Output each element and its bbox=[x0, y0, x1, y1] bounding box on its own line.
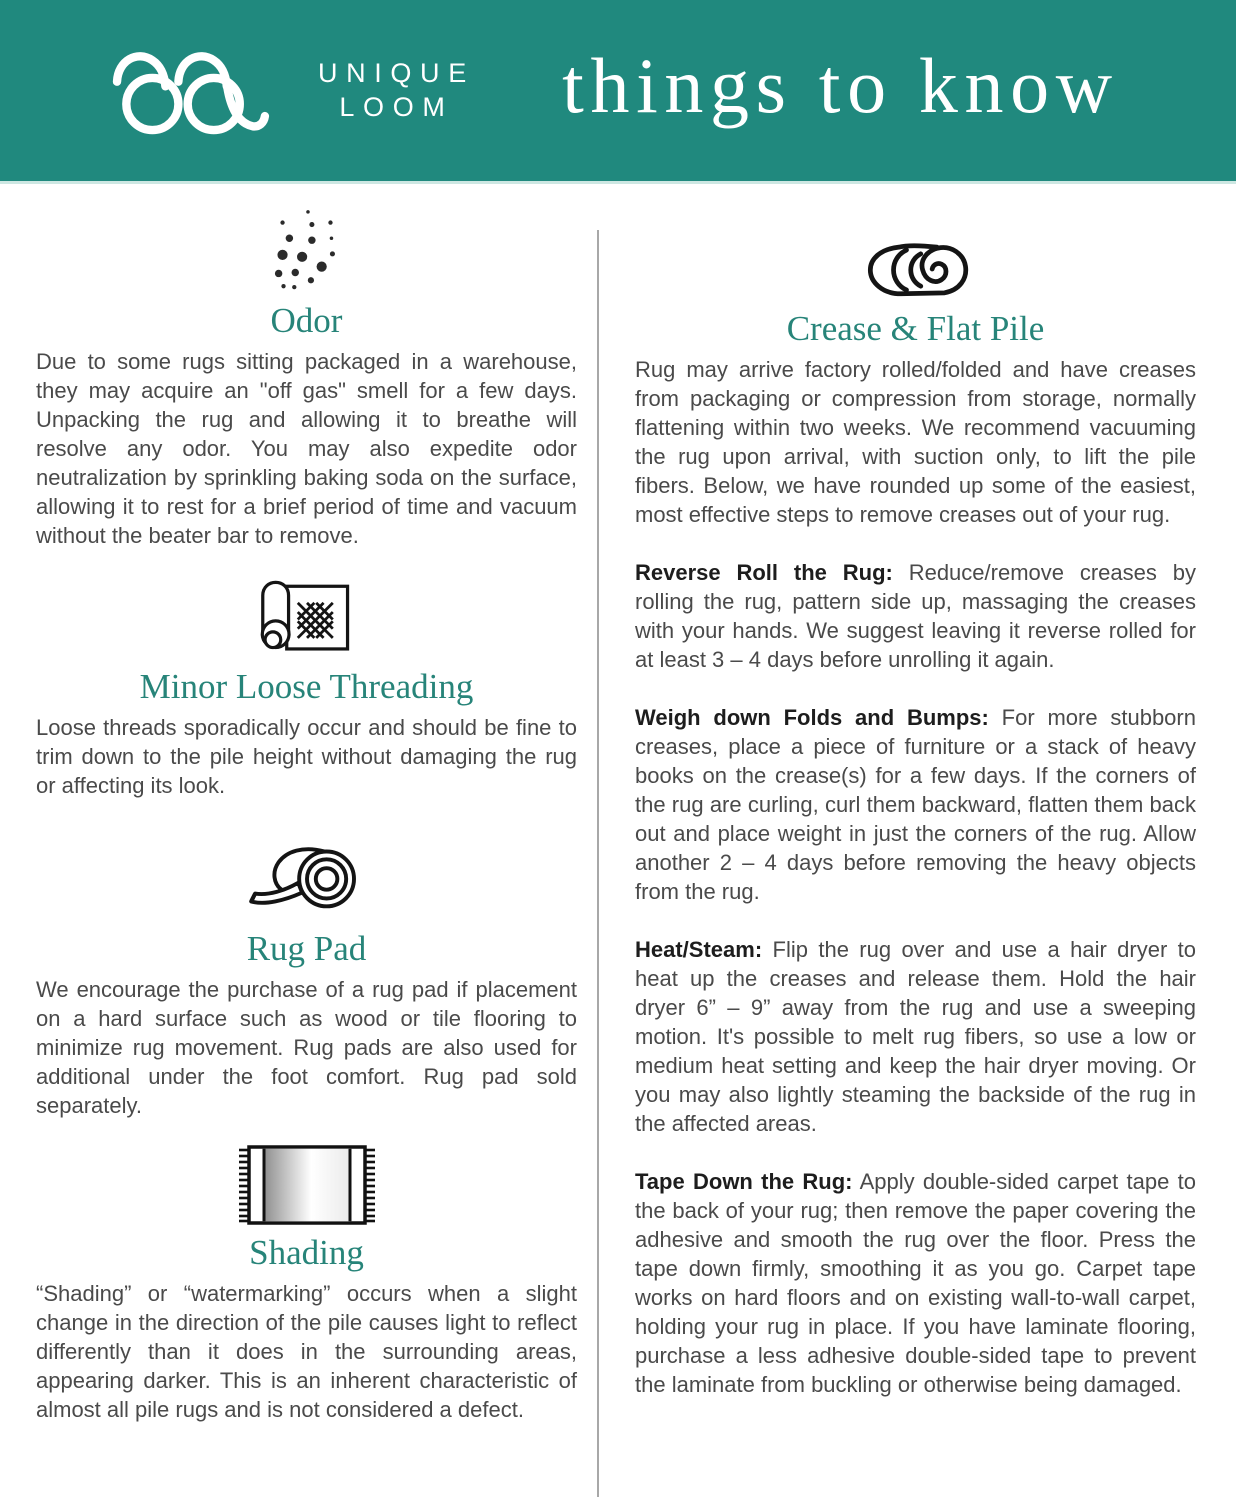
tip-label-weigh-down: Weigh down Folds and Bumps: bbox=[635, 705, 989, 730]
left-column bbox=[36, 184, 577, 1477]
brand-name bbox=[318, 57, 475, 125]
tip-heat-steam bbox=[635, 935, 1196, 1138]
section-minor-loose-threading bbox=[36, 566, 577, 800]
tip-label-heat-steam: Heat/Steam: bbox=[635, 937, 763, 962]
shading-rug-icon bbox=[36, 1144, 577, 1226]
column-divider bbox=[597, 230, 599, 1497]
tip-reverse-roll bbox=[635, 558, 1196, 674]
section-intro-crease-flat-pile: Rug may arrive factory rolled/folded and have creases from packaging or compression from storage, normally flattening within two weeks. We recommend vacuuming the rug upon arrival, with suction only, to lift the pile fibers. Below, we have rounded up some of the easiest, most effective steps to remove creases out of your rug. bbox=[635, 357, 1196, 527]
section-body-odor: Due to some rugs sitting packaged in a warehouse, they may acquire an "off gas" smell for a few days. Unpacking the rug and allowing it to breathe will resolve any odor. You may also expedite odor neutralization by sprinkling baking soda on the surface, allowing it to rest for a brief period of time and vacuum without the beater bar to remove. bbox=[36, 349, 577, 548]
section-odor bbox=[36, 204, 577, 550]
section-crease-flat-pile bbox=[635, 238, 1196, 1399]
section-body-rug-pad: We encourage the purchase of a rug pad if placement on a hard surface such as wood or tile flooring to minimize rug movement. Rug pads are also used for additional under the foot comfort. Rug pad sold separately. bbox=[36, 977, 577, 1118]
crease-rolled-rug-icon bbox=[635, 238, 1196, 302]
section-title-odor: Odor bbox=[270, 301, 343, 340]
header-banner bbox=[0, 0, 1236, 184]
tip-label-tape-down: Tape Down the Rug: bbox=[635, 1169, 853, 1194]
content bbox=[0, 184, 1236, 1497]
section-title-minor-loose-threading: Minor Loose Threading bbox=[139, 667, 474, 706]
tip-text-reverse-roll: Reduce/remove creases by rolling the rug, pattern side up, massaging the creases with your hands. We suggest leaving it reverse rolled for at least 3 – 4 days before unrolling it again. bbox=[635, 560, 1196, 672]
tip-label-reverse-roll: Reverse Roll the Rug: bbox=[635, 560, 893, 585]
tip-text-weigh-down: For more stubborn creases, place a piece of furniture or a stack of heavy books on the crease(s) for a few days. If the corners of the rug are curling, curl them backward, flatten them back out and place weight in just the corners of the rug. Allow another 2 – 4 days before removing the heavy objects from the rug. bbox=[635, 705, 1196, 904]
brand-line-2: LOOM bbox=[339, 91, 454, 122]
odor-dots-icon bbox=[36, 204, 577, 294]
brand-line-1: UNIQUE bbox=[318, 57, 475, 88]
section-body-minor-loose-threading: Loose threads sporadically occur and should be fine to trim down to the pile height without damaging the rug or affecting its look. bbox=[36, 715, 577, 798]
brand bbox=[104, 44, 475, 138]
tip-weigh-down bbox=[635, 703, 1196, 906]
section-title-crease-flat-pile: Crease & Flat Pile bbox=[786, 309, 1045, 348]
tip-text-tape-down: Apply double-sided carpet tape to the back of your rug; then remove the paper covering the adhesive and smooth the rug over the floor. Press the tape down firmly, smoothing it as you go. Carpet tape works on hard floors and on existing wall-to-wall carpet, holding your rug in place. If you have laminate flooring, purchase a less adhesive double-sided tape to prevent the laminate from buckling or otherwise being damaged. bbox=[635, 1169, 1196, 1397]
section-rug-pad bbox=[36, 828, 577, 1120]
section-shading bbox=[36, 1144, 577, 1424]
page-title: things to know bbox=[562, 41, 1119, 129]
rolled-rug-sheet-icon bbox=[36, 566, 577, 660]
section-title-shading: Shading bbox=[249, 1233, 364, 1272]
unique-loom-logo-icon bbox=[104, 44, 290, 138]
section-title-rug-pad: Rug Pad bbox=[246, 929, 367, 968]
rug-pad-roll-icon bbox=[36, 828, 577, 922]
right-column bbox=[635, 184, 1196, 1477]
section-body-shading: “Shading” or “watermarking” occurs when a slight change in the direction of the pile causes light to reflect differently than it does in the surrounding areas, appearing darker. This is an inherent characteristic of almost all pile rugs and is not considered a defect. bbox=[36, 1281, 577, 1422]
tip-tape-down bbox=[635, 1167, 1196, 1399]
tip-text-heat-steam: Flip the rug over and use a hair dryer to heat up the creases and release them. Hold the hair dryer 6” – 9” away from the rug and use a sweeping motion. It's possible to melt rug fibers, so use a low or medium heat setting and keep the hair dryer moving. Or you may also lightly steaming the backside of the rug in the affected areas. bbox=[635, 937, 1196, 1136]
